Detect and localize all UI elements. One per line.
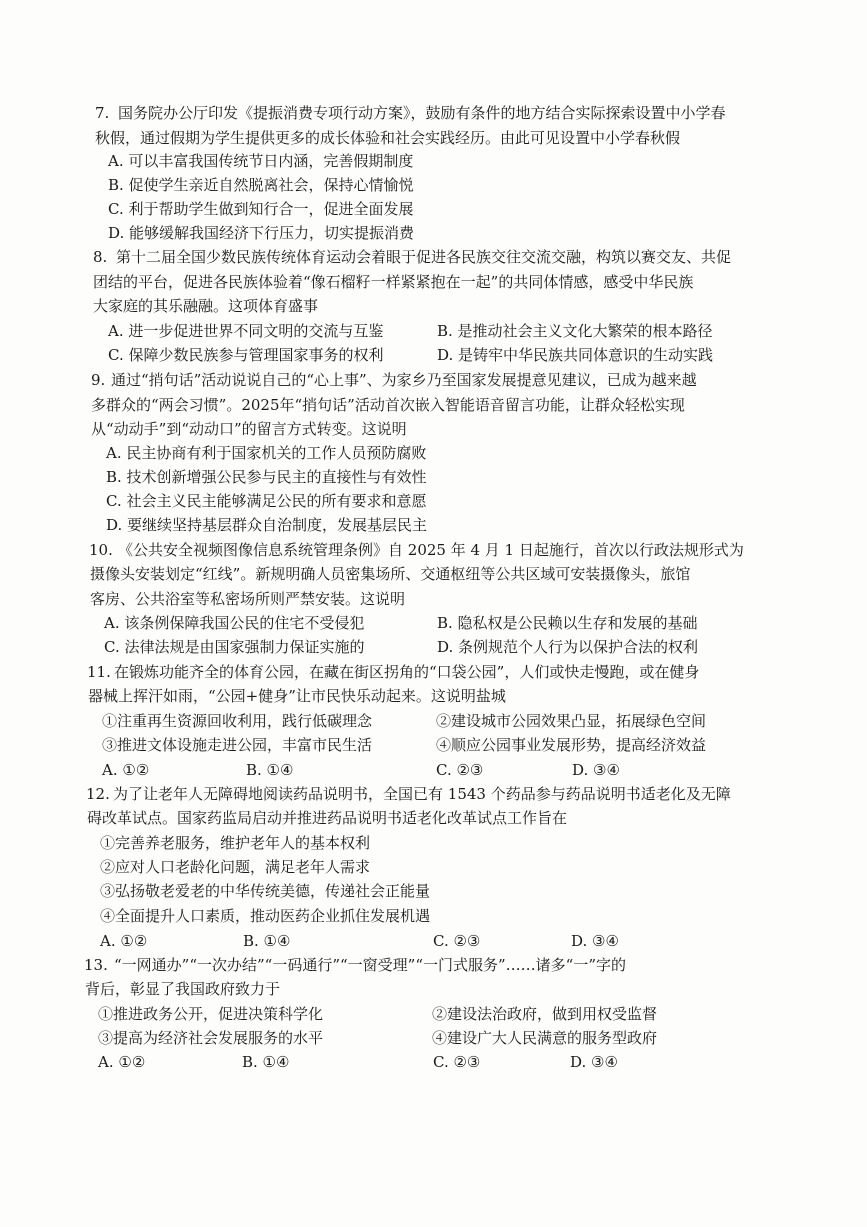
- option-c: C. 保障少数民族参与管理国家事务的权利: [108, 346, 384, 364]
- option-d: D. 要继续坚持基层群众自治制度，发展基层民主: [106, 516, 428, 534]
- question-stem: 器械上挥汗如雨，“公园+健身”让市民快乐动起来。这说明盐城: [88, 687, 506, 705]
- option-d: D. ③④: [570, 1053, 618, 1071]
- question-stem: 碍改革试点。国家药监局启动并推进药品说明书适老化改革试点工作旨在: [87, 809, 568, 827]
- statement-4: ④建设广大人民满意的服务型政府: [432, 1029, 658, 1047]
- statement-3: ③提高为经济社会发展服务的水平: [98, 1029, 324, 1047]
- option-a: A. ①②: [102, 761, 150, 779]
- statement-2: ②建设法治政府，做到用权受监督: [432, 1005, 658, 1023]
- statement-1: ①注重再生资源回收利用，践行低碳理念: [102, 712, 373, 730]
- option-a: A. 可以丰富我国传统节日内涵，完善假期制度: [108, 152, 414, 170]
- statement-3: ③推进文体设施走进公园，丰富市民生活: [102, 736, 373, 754]
- option-a: A. 该条例保障我国公民的住宅不受侵犯: [104, 614, 365, 632]
- question-stem: “一网通办”“一次办结”“一码通行”“一窗受理”“一门式服务”……诸多“一”字的: [114, 956, 627, 974]
- question-stem: 在锻炼功能齐全的体育公园，在藏在街区拐角的“口袋公园”，人们或快走慢跑，或在健身: [114, 663, 700, 681]
- option-d: D. 能够缓解我国经济下行压力，切实提振消费: [108, 224, 415, 242]
- option-d: D. 是铸牢中华民族共同体意识的生动实践: [437, 346, 714, 364]
- question-number: 10.: [89, 541, 113, 559]
- question-stem: 为了让老年人无障碍地阅读药品说明书，全国已有 1543 个药品参与药品说明书适老化及无障: [113, 785, 731, 803]
- question-number: 9.: [91, 371, 106, 389]
- option-c: C. 社会主义民主能够满足公民的所有要求和意愿: [106, 492, 427, 510]
- option-b: B. 隐私权是公民赖以生存和发展的基础: [437, 614, 698, 632]
- question-stem: 国务院办公厅印发《提振消费专项行动方案》，鼓励有条件的地方结合实际探索设置中小学春: [118, 104, 726, 122]
- statement-1: ①完善养老服务，维护老年人的基本权利: [100, 834, 371, 852]
- question-number: 13.: [84, 956, 108, 974]
- question-number: 7.: [95, 104, 110, 122]
- option-d: D. ③④: [572, 761, 620, 779]
- question-stem: 秋假，通过假期为学生提供更多的成长体验和社会实践经历。由此可见设置中小学春秋假: [95, 129, 681, 147]
- option-c: C. 利于帮助学生做到知行合一，促进全面发展: [108, 200, 414, 218]
- option-c: C. 法律法规是由国家强制力保证实施的: [104, 638, 365, 656]
- option-c: C. ②③: [433, 932, 481, 950]
- statement-1: ①推进政务公开，促进决策科学化: [98, 1005, 324, 1023]
- option-a: A. ①②: [100, 932, 148, 950]
- question-number: 11.: [87, 663, 111, 681]
- option-b: B. 促使学生亲近自然脱离社会，保持心情愉悦: [108, 176, 414, 194]
- statement-4: ④全面提升人口素质，推动医药企业抓住发展机遇: [100, 907, 431, 925]
- question-stem: 《公共安全视频图像信息系统管理条例》自 2025 年 4 月 1 日起施行，首次以行政法规形式为: [118, 541, 744, 559]
- question-stem: 团结的平台，促进各民族体验着“像石榴籽一样紧紧抱在一起”的共同体情感，感受中华民族: [93, 273, 694, 291]
- option-b: B. ①④: [243, 932, 291, 950]
- option-a: A. 进一步促进世界不同文明的交流与互鉴: [108, 322, 384, 340]
- question-stem: 从“动动手”到“动动口”的留言方式转变。这说明: [91, 420, 407, 438]
- statement-2: ②建设城市公园效果凸显，拓展绿色空间: [436, 712, 707, 730]
- option-a: A. ①②: [98, 1053, 146, 1071]
- statement-3: ③弘扬敬老爱老的中华传统美德，传递社会正能量: [100, 882, 431, 900]
- question-stem: 背后，彰显了我国政府致力于: [85, 980, 281, 998]
- question-stem: 大家庭的其乐融融。这项体育盛事: [93, 297, 319, 315]
- option-a: A. 民主协商有利于国家机关的工作人员预防腐败: [106, 444, 427, 462]
- option-b: B. 技术创新增强公民参与民主的直接性与有效性: [106, 468, 427, 486]
- option-c: C. ②③: [433, 1053, 481, 1071]
- question-stem: 通过“捎句话”活动说说自己的“心上事”、为家乡乃至国家发展提意见建议，已成为越来越: [111, 371, 697, 389]
- option-d: D. 条例规范个人行为以保护合法的权利: [437, 638, 699, 656]
- option-b: B. ①④: [242, 1053, 290, 1071]
- option-b: B. ①④: [246, 761, 294, 779]
- question-number: 8.: [93, 248, 108, 266]
- question-stem: 客房、公共浴室等私密场所则严禁安装。这说明: [90, 590, 406, 608]
- option-b: B. 是推动社会主义文化大繁荣的根本路径: [437, 322, 713, 340]
- option-c: C. ②③: [436, 761, 484, 779]
- question-number: 12.: [86, 785, 110, 803]
- question-stem: 第十二届全国少数民族传统体育运动会着眼于促进各民族交往交流交融，构筑以赛交友、共促: [116, 248, 732, 266]
- statement-4: ④顺应公园事业发展形势，提高经济效益: [436, 736, 707, 754]
- option-d: D. ③④: [571, 932, 619, 950]
- question-stem: 多群众的“两会习惯”。2025年“捎句话”活动首次嵌入智能语音留言功能，让群众轻松实现: [91, 396, 685, 414]
- statement-2: ②应对人口老龄化问题，满足老年人需求: [100, 858, 371, 876]
- question-stem: 摄像头安装划定“红线”。新规明确人员密集场所、交通枢纽等公共区域可安装摄像头，旅馆: [90, 565, 691, 583]
